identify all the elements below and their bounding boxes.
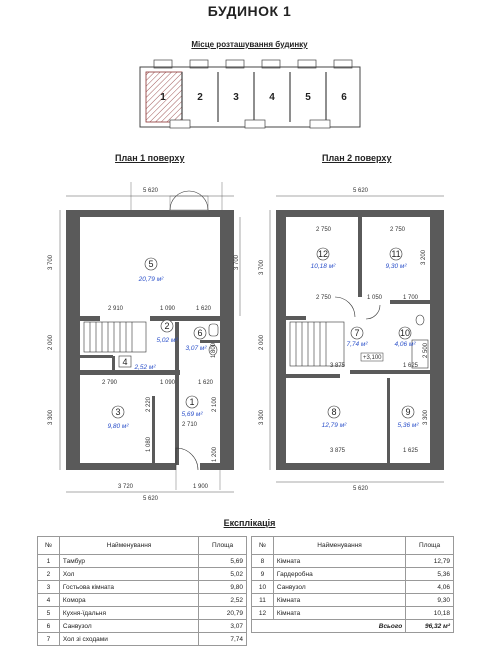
p2-room-7-area: 7,74 м² [346,341,368,348]
p1-room-6-num: 6 [197,328,203,338]
col-num-header: № [252,537,274,555]
cell-area: 9,80 [199,581,247,594]
p2-dim-b8-w2: 3 875 [330,448,346,454]
p2-room-9-area: 5,36 м² [397,422,419,429]
total-label: Всього [252,620,406,633]
p1-dim-r5-w3: 1 620 [196,306,212,312]
p1-room-6-area: 3,07 м² [185,345,207,352]
p2-room-10-num: 10 [399,328,411,338]
cell-num: 4 [38,594,60,607]
cell-name: Хол [59,568,198,581]
p2-dim-3200: 3 200 [421,249,427,265]
p2-dim-b8-w: 3 875 [330,363,346,369]
p2-level: +3,100 [363,355,382,361]
p1-dim-2220: 2 220 [146,396,152,412]
cell-name: Кімната [273,594,405,607]
table-row [38,620,247,633]
p2-room-7 [346,327,368,348]
cell-name: Тамбур [59,555,198,568]
p2-dim-b9-w2: 1 625 [403,448,419,454]
p1-room-1-area: 5,69 м² [181,411,203,418]
col-num-header: № [38,537,60,555]
cell-num: 10 [252,581,274,594]
cell-area: 4,06 [406,581,454,594]
p2-dim-left-top: 3 700 [259,259,265,275]
site-unit-1: 1 [160,92,166,103]
cell-area: 2,52 [199,594,247,607]
cell-area: 5,69 [199,555,247,568]
cell-num: 9 [252,568,274,581]
site-unit-5: 5 [305,92,311,103]
p2-dim-m-left: 2 750 [316,295,332,301]
p2-dim-3300: 3 300 [423,409,429,425]
p1-room-2-area: 5,02 м² [156,337,178,344]
cell-area: 7,74 [199,633,247,646]
cell-name: Кухня-їдальня [59,607,198,620]
total-value: 96,32 м² [406,620,454,633]
cell-area: 3,07 [199,620,247,633]
cell-area: 5,36 [406,568,454,581]
p2-room-12-num: 12 [317,249,329,259]
p1-room-5-num: 5 [148,259,154,269]
cell-name: Комора [59,594,198,607]
p2-room-8-num: 8 [331,407,337,417]
total-row [252,620,454,633]
p1-dim-1200: 1 200 [212,446,218,462]
cell-name: Санвузол [59,620,198,633]
cell-name: Гардеробна [273,568,405,581]
cell-area: 12,79 [406,555,454,568]
table-row [38,555,247,568]
site-title: Місце розташування будинку [191,40,308,49]
p1-dim-r5-w2: 1 090 [160,306,176,312]
cell-area: 9,30 [406,594,454,607]
cell-name: Кімната [273,607,405,620]
explication-table-right [251,536,454,633]
table-row [252,581,454,594]
p2-room-9 [397,406,419,429]
p1-dim-r3-w: 2 790 [102,380,118,386]
p1-dim-2100: 2 100 [212,396,218,412]
p1-room-3-area: 9,80 м² [107,423,129,430]
site-unit-6: 6 [341,92,347,103]
p2-dim-m-mid: 1 050 [367,295,383,301]
cell-num: 5 [38,607,60,620]
col-name-header: Найменування [59,537,198,555]
p2-dim-bottom: 5 620 [353,486,369,492]
p1-room-1-num: 1 [189,397,195,407]
cell-num: 11 [252,594,274,607]
p2-room-11 [385,248,407,270]
p2-room-8-area: 12,79 м² [321,422,347,429]
p2-dim-m-right: 1 700 [403,295,419,301]
p1-dim-r1-w1: 1 090 [160,380,176,386]
p2-dim-2500: 2 500 [423,342,429,358]
p1-dim-1800: 1 800 [211,342,217,358]
cell-area: 5,02 [199,568,247,581]
site-unit-3: 3 [233,92,239,103]
cell-area: 10,18 [406,607,454,620]
p1-dim-left-mid: 2 000 [48,334,54,350]
site-unit-2: 2 [197,92,203,103]
p2-room-11-area: 9,30 м² [385,263,407,270]
plan1-title: План 1 поверху [115,153,185,163]
table-row [38,594,247,607]
table-row [252,594,454,607]
cell-name: Гостьова кімната [59,581,198,594]
p1-dim-1080: 1 080 [146,436,152,452]
table-row [38,581,247,594]
p1-room-4-num: 4 [122,357,128,367]
col-area-header: Площа [406,537,454,555]
plan2-title: План 2 поверху [322,153,392,163]
table-row [38,633,247,646]
p2-room-8 [322,406,348,429]
table-row [252,607,454,620]
p1-dim-top: 5 620 [143,188,159,194]
cell-name: Санвузол [273,581,405,594]
p2-room-10-area: 4,06 м² [394,341,416,348]
p2-dim-left-bot: 3 300 [259,409,265,425]
p1-dim-bottom: 5 620 [143,496,159,502]
table-row [252,555,454,568]
p2-room-7-num: 7 [354,328,360,338]
p2-room-10 [394,327,416,348]
p1-dim-r1-w3: 2 710 [182,422,198,428]
p2-room-9-num: 9 [405,407,411,417]
table-row [38,568,247,581]
explication-table-left [37,536,247,646]
p2-room-12-area: 10,18 м² [310,263,336,270]
col-area-header: Площа [199,537,247,555]
cell-name: Хол зі сходами [59,633,198,646]
cell-num: 6 [38,620,60,633]
col-name-header: Найменування [273,537,405,555]
table-row [252,568,454,581]
cell-num: 3 [38,581,60,594]
cell-num: 2 [38,568,60,581]
cell-area: 20,79 [199,607,247,620]
page-title: БУДИНОК 1 [207,3,292,19]
p1-dim-right-top: 3 700 [234,254,240,270]
cell-name: Кімната [273,555,405,568]
cell-num: 7 [38,633,60,646]
p1-room-2-num: 2 [164,321,170,331]
p1-room-5-area: 20,79 м² [138,276,164,283]
site-unit-4: 4 [269,92,275,103]
p2-dim-top: 5 620 [353,188,369,194]
cell-num: 8 [252,555,274,568]
p1-dim-r5-w1: 2 910 [108,306,124,312]
explication-title: Експлікація [223,518,276,528]
table-row [38,607,247,620]
p1-dim-left-top: 3 700 [48,254,54,270]
p2-room-11-num: 11 [391,249,401,259]
p1-room-3-num: 3 [115,407,121,417]
p2-dim-t-right: 2 750 [390,227,406,233]
p2-dim-left-mid: 2 000 [259,334,265,350]
p1-dim-bottom-right: 1 900 [193,484,209,490]
p1-dim-r1-w2: 1 620 [198,380,214,386]
cell-num: 1 [38,555,60,568]
p1-room-4-area: 2,52 м² [134,364,156,371]
cell-num: 12 [252,607,274,620]
p2-dim-t-left: 2 750 [316,227,332,233]
p2-dim-b9-w: 1 625 [403,363,419,369]
p2-room-12 [311,248,337,270]
p1-dim-left-bot: 3 300 [48,409,54,425]
p1-dim-bottom-left: 3 720 [118,484,134,490]
